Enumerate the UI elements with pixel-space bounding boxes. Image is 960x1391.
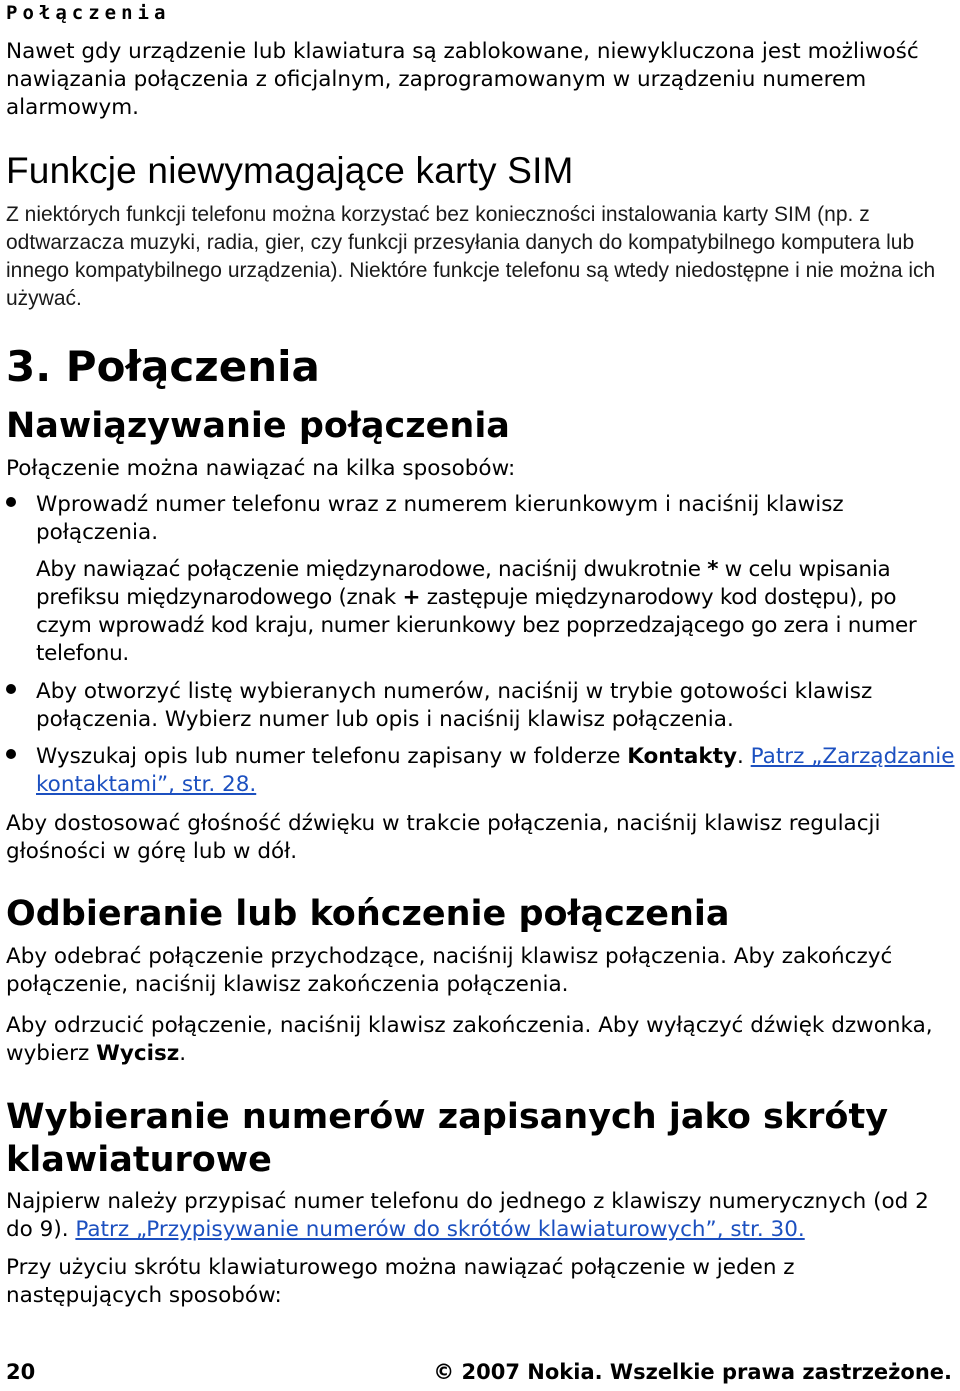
bullet-dialled-list: Aby otworzyć listę wybieranych numerów, naciśnij w trybie gotowości klawisz połączenia. Wybierz numer lub opis i naciśnij klawisz połączenia. [36,679,873,732]
bullet-dot [6,497,16,507]
speed-dial-usage-paragraph: Przy użyciu skrótu klawiaturowego można nawiązać połączenie w jeden z następujących sposobów: [6,1255,795,1308]
speed-dial-heading-line2: klawiaturowe [6,1140,272,1180]
star-key: * [707,557,719,582]
assign-speed-dial-link[interactable]: Patrz „Przypisywanie numerów do skrótów klawiaturowych”, str. 30. [75,1217,805,1242]
bullet-dot [6,749,16,759]
volume-paragraph: Aby dostosować głośność dźwięku w trakcie połączenia, naciśnij klawisz regulacji głośności w górę lub w dół. [6,811,881,864]
running-header: Połączenia [6,2,171,24]
contacts-folder-label: Kontakty [627,744,737,769]
speed-dial-heading-line1: Wybieranie numerów zapisanych jako skróty [6,1097,889,1137]
plus-sign: + [402,585,421,610]
chapter-title: 3. Połączenia [6,342,320,391]
making-calls-intro: Połączenie można nawiązać na kilka sposobów: [6,456,516,481]
speed-dial-assign-paragraph: Najpierw należy przypisać numer telefonu do jednego z klawiszy numerycznych (od 2 do 9). Patrz „Przypisywanie numerów do skrótów klawiaturowych”, str. 30. [6,1189,929,1242]
sim-heading: Funkcje niewymagające karty SIM [6,150,574,191]
international-call-paragraph: Aby nawiązać połączenie międzynarodowe, naciśnij dwukrotnie * w celu wpisania prefiksu międzynarodowego (znak + zastępuje międzynarodowy kod dostępu), po czym wprowadź kod kraju, numer kierunkowy bez poprzedzającego go zera i numer telefonu. [36,557,917,666]
answer-end-heading: Odbieranie lub kończenie połączenia [6,894,730,934]
sim-paragraph: Z niektórych funkcji telefonu można korzystać bez konieczności instalowania karty SIM (np. z odtwarzacza muzyki, radia, gier, czy funkcji przesyłania danych do kompatybilnego komputera lub innego kompatybilnego urządzenia). Niektóre funkcje telefonu są wtedy niedostępne i nie można ich używać. [6,203,936,310]
answer-paragraph: Aby odebrać połączenie przychodzące, naciśnij klawisz połączenia. Aby zakończyć połączenie, naciśnij klawisz zakończenia połączenia. [6,944,893,997]
making-calls-heading: Nawiązywanie połączenia [6,406,510,446]
manage-contacts-link[interactable]: Patrz „Zarządzanie kontaktami”, str. 28. [36,744,955,797]
reject-paragraph: Aby odrzucić połączenie, naciśnij klawisz zakończenia. Aby wyłączyć dźwięk dzwonka, wybierz Wycisz. [6,1013,933,1066]
copyright: © 2007 Nokia. Wszelkie prawa zastrzeżone. [433,1360,952,1384]
emergency-paragraph: Nawet gdy urządzenie lub klawiatura są zablokowane, niewykluczona jest możliwość nawiązania połączenia z oficjalnym, zaprogramowanym w urządzeniu numerem alarmowym. [6,39,919,120]
bullet-dot [6,684,16,694]
silence-option: Wycisz [96,1041,180,1066]
bullet-dial-number: Wprowadź numer telefonu wraz z numerem kierunkowym i naciśnij klawisz połączenia. [36,492,844,545]
page-number: 20 [6,1360,36,1384]
bullet-contacts: Wyszukaj opis lub numer telefonu zapisany w folderze Kontakty. Patrz „Zarządzanie kontaktami”, str. 28. [36,744,955,797]
